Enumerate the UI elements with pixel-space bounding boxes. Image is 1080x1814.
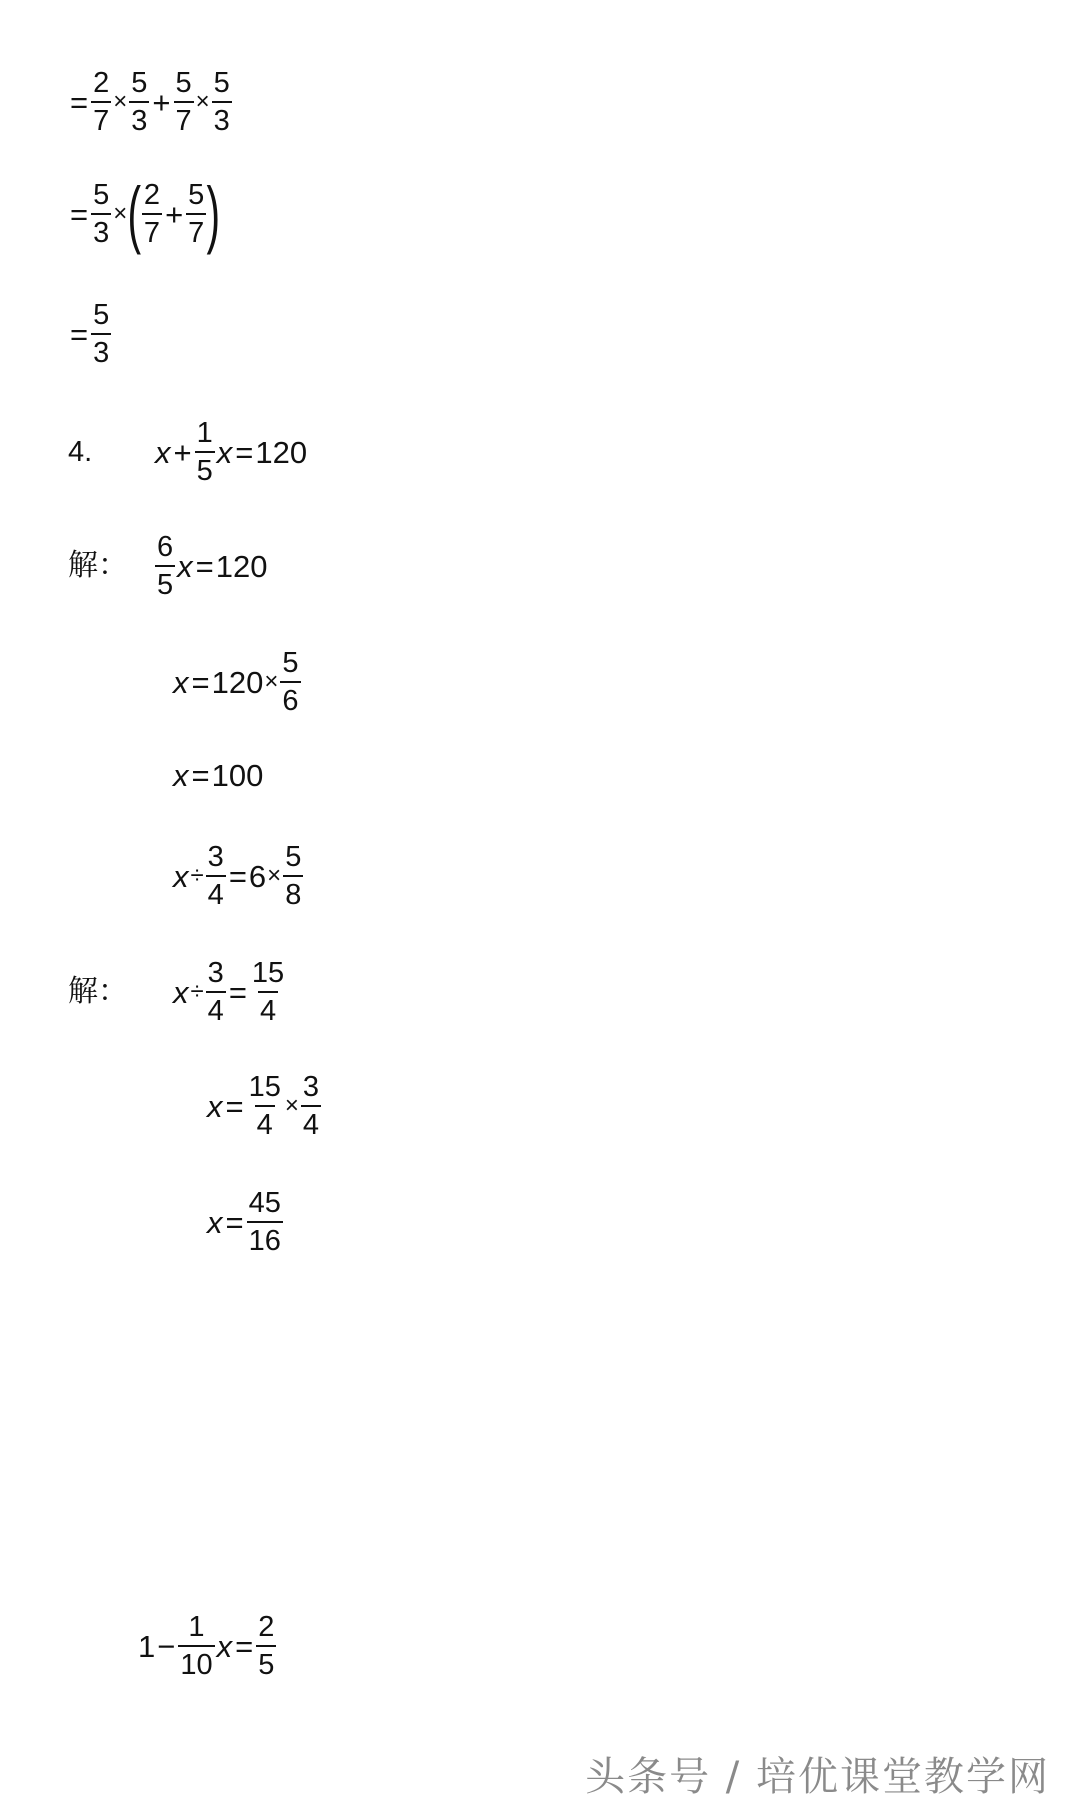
problem-4-step-3 <box>172 760 263 791</box>
equals-sign: = <box>70 316 89 352</box>
minus-sign: − <box>157 1628 176 1664</box>
problem-4-equation <box>68 418 307 487</box>
solve-label: 解： <box>68 548 128 584</box>
fraction: $\frac{5}{3}$ <box>213 67 230 138</box>
fraction: $\frac{5}{8}$ <box>285 841 302 912</box>
variable: x <box>173 664 189 700</box>
fraction: $\frac{1}{10}$ <box>180 1611 213 1682</box>
fraction: $\frac{1}{5}$ <box>196 417 213 488</box>
equals-sign: = <box>191 664 210 700</box>
problem-4-step-1 <box>68 532 267 601</box>
rhs-value: 100 <box>211 758 264 793</box>
variable: x <box>216 1628 233 1664</box>
fraction: $\frac{5}{7}$ <box>175 67 192 138</box>
problem-5-step-3 <box>206 1188 284 1257</box>
times-sign: × <box>195 88 210 116</box>
fraction: $\frac{5}{3}$ <box>93 299 110 370</box>
times-sign: × <box>267 862 282 890</box>
number: 6 <box>248 858 267 894</box>
divide-sign: ÷ <box>190 862 204 890</box>
variable: x <box>155 434 171 470</box>
problem-5-step-1 <box>68 958 287 1027</box>
problem-4-step-2 <box>172 648 302 717</box>
divide-sign: ÷ <box>190 978 204 1006</box>
solve-label: 解： <box>68 974 128 1010</box>
times-sign: × <box>113 200 128 228</box>
variable: x <box>207 1088 223 1124</box>
equals-sign: = <box>70 84 89 120</box>
variable: x <box>173 858 189 894</box>
times-sign: × <box>113 88 128 116</box>
variable: x <box>173 974 189 1010</box>
equals-sign: = <box>228 974 247 1010</box>
problem-6-equation <box>138 1612 277 1681</box>
problem-number: 4. <box>68 435 93 468</box>
left-paren: ( <box>127 172 142 256</box>
rhs-value: 120 <box>215 548 268 584</box>
watermark: 头条号 / 培优课堂教学网 <box>585 1754 1050 1800</box>
equals-sign: = <box>235 1628 254 1664</box>
plus-sign: + <box>165 196 184 232</box>
problem-5-equation <box>172 842 304 911</box>
eq-line-3 <box>68 300 112 369</box>
fraction: $\frac{5}{7}$ <box>188 179 205 250</box>
number: 1 <box>138 1628 156 1664</box>
equals-sign: = <box>195 548 214 584</box>
plus-sign: + <box>173 434 192 470</box>
equals-sign: = <box>225 1204 244 1240</box>
variable: x <box>216 434 233 470</box>
fraction: $\frac{15}{4}$ <box>251 957 285 1028</box>
fraction: $\frac{5}{6}$ <box>282 647 299 718</box>
equals-sign: = <box>235 434 254 470</box>
times-sign: × <box>284 1092 299 1120</box>
fraction: $\frac{2}{7}$ <box>93 67 110 138</box>
fraction: $\frac{45}{16}$ <box>248 1187 281 1258</box>
fraction: $\frac{15}{4}$ <box>248 1071 281 1142</box>
fraction: $\frac{5}{3}$ <box>93 179 110 250</box>
fraction: $\frac{2}{5}$ <box>258 1611 275 1682</box>
number: 120 <box>211 664 264 700</box>
variable: x <box>207 1204 223 1240</box>
equals-sign: = <box>228 858 247 894</box>
equals-sign: = <box>191 758 210 793</box>
fraction: $\frac{5}{3}$ <box>131 67 148 138</box>
fraction: $\frac{6}{5}$ <box>157 531 174 602</box>
fraction: $\frac{3}{4}$ <box>207 841 224 912</box>
fraction: $\frac{3}{4}$ <box>207 957 224 1028</box>
variable: x <box>173 758 189 793</box>
eq-line-2 <box>68 172 221 256</box>
fraction: $\frac{2}{7}$ <box>143 179 161 250</box>
equals-sign: = <box>70 196 89 232</box>
plus-sign: + <box>152 84 171 120</box>
eq-line-1 <box>68 68 233 137</box>
times-sign: × <box>264 668 279 696</box>
fraction: $\frac{3}{4}$ <box>302 1071 320 1142</box>
equals-sign: = <box>225 1088 244 1124</box>
rhs-value: 120 <box>255 434 308 470</box>
problem-5-step-2 <box>206 1072 322 1141</box>
right-paren: ) <box>206 172 221 256</box>
variable: x <box>177 548 193 584</box>
